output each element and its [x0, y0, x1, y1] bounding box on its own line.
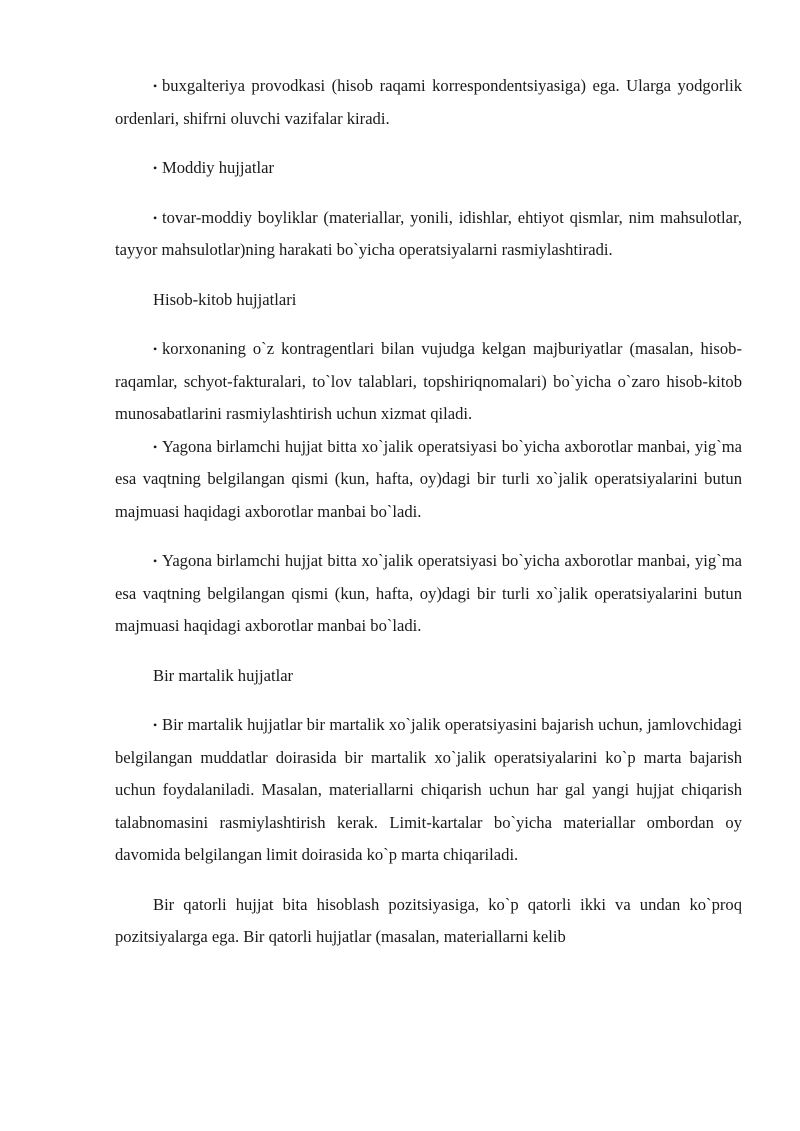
section-heading-hisob-kitob	[115, 284, 742, 317]
paragraph-2	[115, 152, 742, 185]
paragraph-9	[115, 709, 742, 872]
paragraph-text: buxgalteriya provodkasi (hisob raqami korrespondentsiyasiga) ega. Ularga yodgorlik ordenlari, shifrni oluvchi vazifalar kiradi.	[115, 76, 742, 128]
bullet-icon: •	[153, 718, 158, 732]
paragraph-5	[115, 333, 742, 431]
paragraph-text: Hisob-kitob hujjatlari	[153, 289, 297, 309]
bullet-icon: •	[153, 79, 158, 93]
bullet-icon: •	[153, 439, 158, 454]
paragraph-10	[115, 889, 742, 954]
bullet-icon: •	[153, 554, 158, 568]
paragraph-6	[115, 431, 742, 529]
bullet-icon: •	[153, 210, 158, 225]
paragraph-text: korxonaning o`z kontragentlari bilan vujudga kelgan majburiyatlar (masalan, hisob-raqamlar, schyot-fakturalari, to`lov talablari, topshiriqnomalari) bo`yicha o`zaro hisob-kitob munosabatlarini rasmiylashtirish uchun xizmat qiladi.	[115, 339, 742, 423]
paragraph-text: Yagona birlamchi hujjat bitta xo`jalik operatsiyasi bo`yicha axborotlar manbai, yig`ma esa vaqtning belgilangan qismi (kun, hafta, oy)dagi bir turli xo`jalik operatsiyalarini butun majmuasi haqidagi axborotlar manbai bo`ladi.	[115, 436, 742, 521]
paragraph-text: Bir martalik hujjatlar bir martalik xo`jalik operatsiyasini bajarish uchun, jamlovchidagi belgilangan muddatlar doirasida bir martalik xo`jalik operatsiyalarini ko`p marta bajarish uchun foydalaniladi. Masalan, materiallarni chiqarish uchun har gal yangi hujjat chiqarish talabnomasini rasmiylashtirish kerak. Limit-kartalar bo`yicha materiallar ombordan oy davomida belgilangan limit doirasida ko`p marta chiqariladi.	[115, 715, 742, 864]
paragraph-7	[115, 545, 742, 643]
section-heading-bir-martalik	[115, 660, 742, 693]
paragraph-text: tovar-moddiy boyliklar (materiallar, yonili, idishlar, ehtiyot qismlar, nim mahsulotlar, tayyor mahsulotlar)ning harakati bo`yicha operatsiyalarni rasmiylashtiradi.	[115, 207, 742, 259]
bullet-icon: •	[153, 161, 158, 175]
paragraph-text: Moddiy hujjatlar	[162, 158, 274, 177]
paragraph-1	[115, 70, 742, 135]
document-page	[115, 70, 742, 954]
paragraph-text: Yagona birlamchi hujjat bitta xo`jalik operatsiyasi bo`yicha axborotlar manbai, yig`ma esa vaqtning belgilangan qismi (kun, hafta, oy)dagi bir turli xo`jalik operatsiyalarini butun majmuasi haqidagi axborotlar manbai bo`ladi.	[115, 551, 742, 635]
paragraph-text: Bir martalik hujjatlar	[153, 665, 294, 685]
bullet-icon: •	[153, 342, 158, 356]
paragraph-3	[115, 202, 742, 267]
paragraph-text: Bir qatorli hujjat bita hisoblash pozitsiyasiga, ko`p qatorli ikki va undan ko`proq pozitsiyalarga ega. Bir qatorli hujjatlar (masalan, materiallarni kelib	[115, 894, 742, 946]
